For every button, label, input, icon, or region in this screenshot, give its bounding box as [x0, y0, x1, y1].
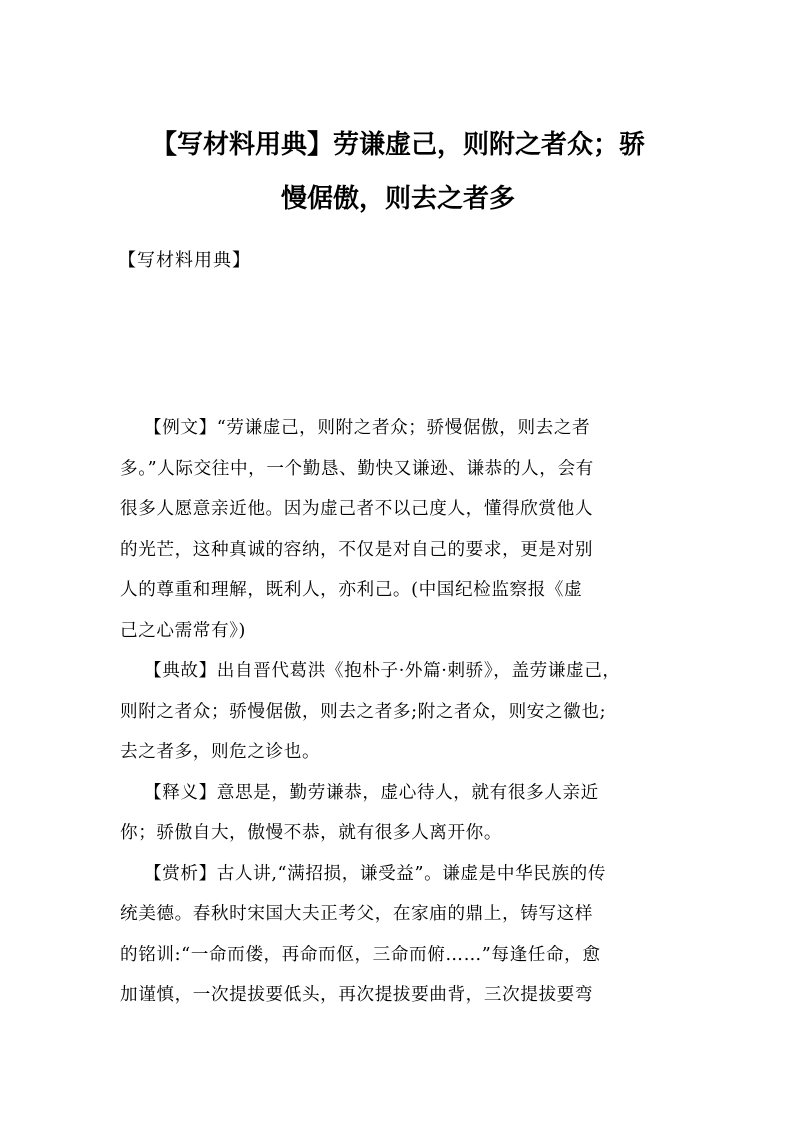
text-line: 加谨慎，一次提拔要低头，再次提拔要曲背，三次提拔要弯 — [120, 985, 594, 1005]
text-line: 统美德。春秋时宋国大夫正考父，在家庙的鼎上，铸写这样 — [120, 904, 594, 924]
text-line: 的铭训:“一命而偻，再命而伛，三命而俯……”每逢任命，愈 — [120, 944, 601, 965]
text-line: 【例文】“劳谦虚己，则附之者众；骄慢倨傲，则去之者 — [144, 418, 591, 438]
text-line: 人的尊重和理解，既利人，亦利己。(中国纪检监察报《虚 — [120, 580, 583, 600]
text-line: 很多人愿意亲近他。因为虚己者不以己度人，懂得欣赏他人 — [120, 499, 594, 519]
text-line: 多。”人际交往中，一个勤恳、勤快又谦逊、谦恭的人，会有 — [120, 458, 594, 479]
text-line: 则附之者众；骄慢倨傲，则去之者多;附之者众，则安之徽也; — [120, 701, 607, 722]
paragraph-example — [120, 408, 675, 651]
paragraph-meaning — [120, 773, 675, 854]
title-line: 慢倨傲，则去之者多 — [280, 184, 515, 214]
text-line: 去之者多，则危之诊也。 — [120, 742, 321, 762]
text-line: 【赏析】古人讲,“满招损，谦受益”。谦虚是中华民族的传 — [144, 863, 607, 884]
paragraph-appreciation — [120, 854, 675, 1016]
text-line: 己之心需常有》) — [120, 620, 247, 641]
text-line: 【典故】出自晋代葛洪《抱朴子·外篇·刺骄》，盖劳谦虚己， — [144, 661, 621, 681]
text-line: 【释义】意思是，勤劳谦恭，虚心待人，就有很多人亲近 — [144, 782, 599, 803]
category-label: 【写材料用典】 — [118, 250, 251, 271]
text-line: 的光芒，这种真诚的容纳，不仅是对自己的要求，更是对别 — [120, 539, 594, 560]
document-body — [120, 408, 675, 1016]
paragraph-allusion — [120, 651, 675, 773]
text-line: 你；骄傲自大，傲慢不恭，就有很多人离开你。 — [120, 823, 503, 843]
document-title — [118, 118, 678, 226]
title-line: 【写材料用典】劳谦虚己，则附之者众；骄 — [150, 130, 645, 160]
